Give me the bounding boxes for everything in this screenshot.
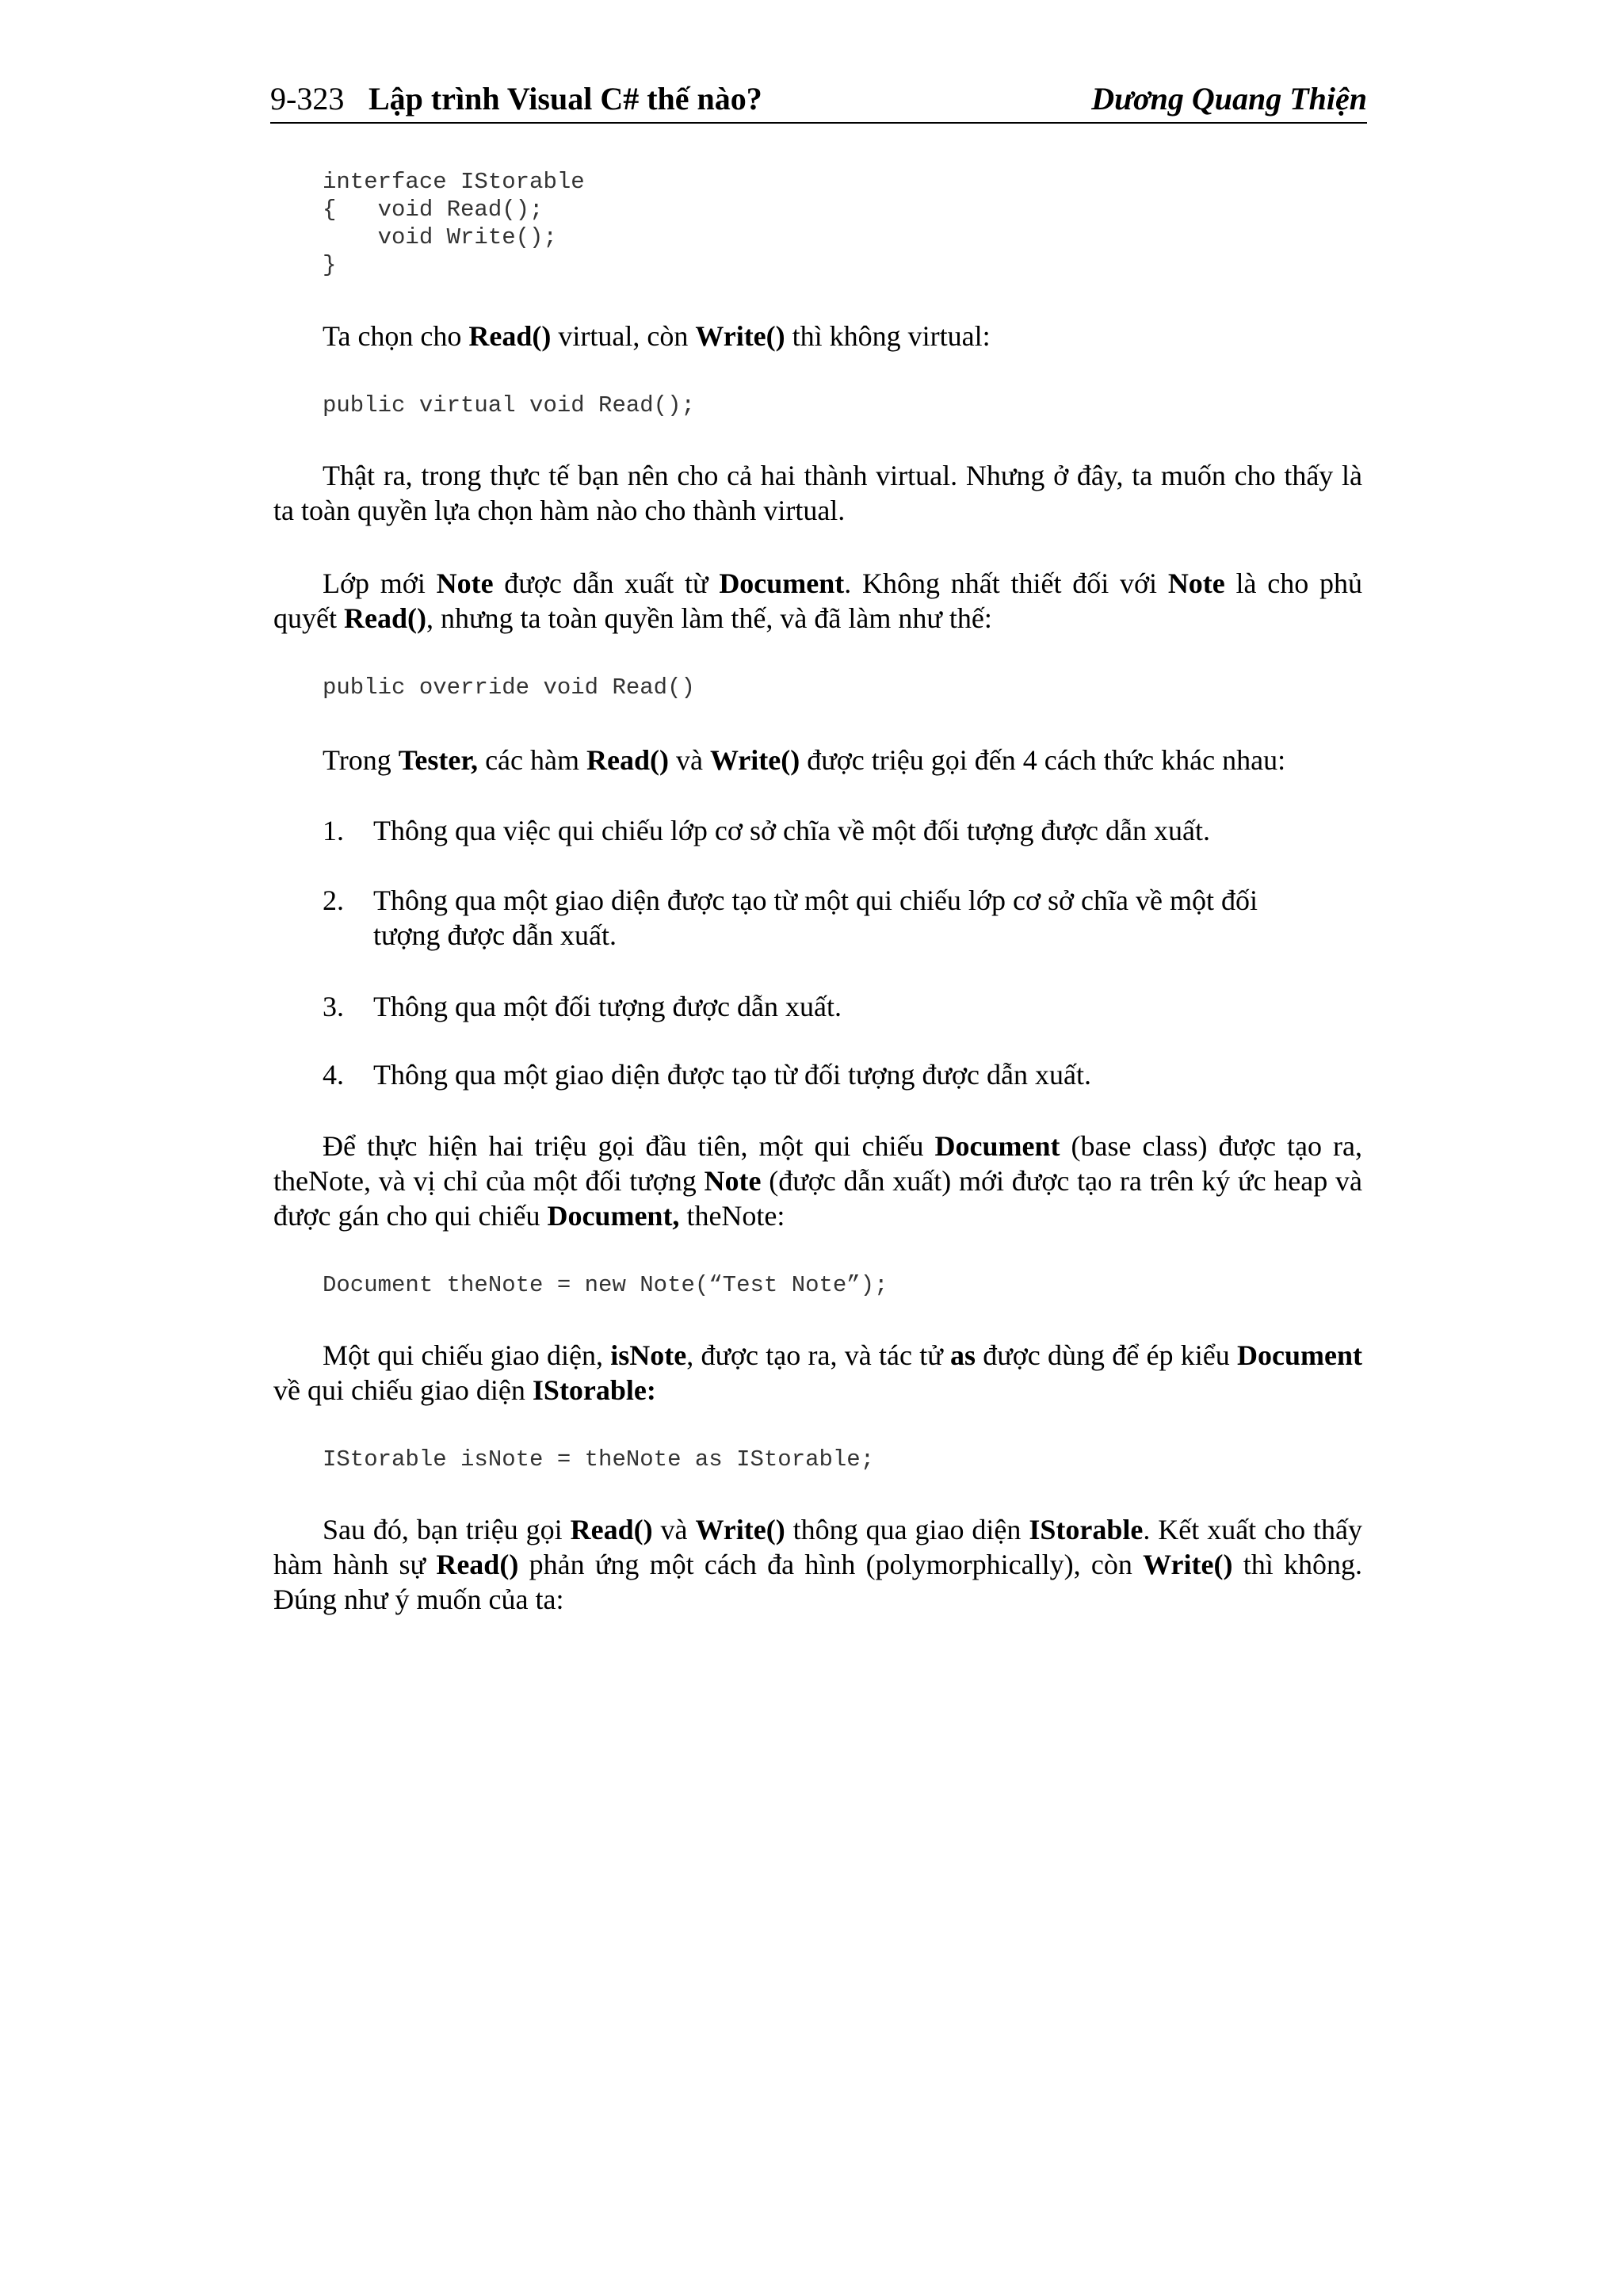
bold-text: IStorable: [532, 1374, 656, 1406]
bold-text: Note [1167, 567, 1225, 599]
list-number: 2. [323, 884, 344, 916]
bold-text: Write() [695, 1514, 785, 1545]
text: và [668, 744, 710, 776]
text: Ta chọn cho [323, 320, 469, 352]
page-header [270, 76, 1367, 124]
text: Trong [323, 744, 399, 776]
bold-text: Read() [570, 1514, 653, 1545]
text: Để thực hiện hai triệu gọi đầu tiên, một qui chiếu [323, 1130, 935, 1162]
text: Lớp mới [323, 567, 437, 599]
text: phản ứng một cách đa hình (polymorphically), còn [518, 1549, 1144, 1580]
code-istorable-isnote: IStorable isNote = theNote as IStorable; [323, 1446, 875, 1473]
author-name: Dương Quang Thiện [1091, 81, 1367, 117]
code-virtual-read: public virtual void Read(); [323, 392, 695, 418]
paragraph-1 [273, 319, 1362, 353]
text: và [652, 1514, 696, 1545]
paragraph-4 [273, 743, 1362, 777]
bold-text: Read() [586, 744, 669, 776]
bold-text: IStorable [1029, 1514, 1144, 1545]
bold-text: Write() [695, 320, 785, 352]
bold-text: Read() [468, 320, 552, 352]
list-number: 1. [323, 815, 344, 846]
list-number: 3. [323, 991, 344, 1022]
text: thì không virtual: [785, 320, 991, 352]
bold-text: Document, [547, 1200, 680, 1232]
bold-text: isNote [610, 1339, 687, 1371]
bold-text: Tester, [398, 744, 479, 776]
text: được triệu gọi đến 4 cách thức khác nhau: [800, 744, 1286, 776]
text: Sau đó, bạn triệu gọi [323, 1514, 571, 1545]
bold-text: Read() [436, 1549, 519, 1580]
bold-text: as [949, 1339, 976, 1371]
paragraph-3 [273, 566, 1362, 636]
text: được dùng để ép kiểu [975, 1339, 1238, 1371]
bold-text: Write() [1143, 1549, 1233, 1580]
bold-text: Read() [343, 602, 426, 634]
text: . Kết xuất cho thấy hàm hành sự [273, 1514, 1362, 1580]
list-text: Thông qua việc qui chiếu lớp cơ sở chĩa về một đối tượng được dẫn xuất. [373, 815, 1210, 846]
list-text: Thông qua một giao diện được tạo từ một qui chiếu lớp cơ sở chĩa về một đối tượng được dẫn xuất. [373, 884, 1258, 951]
bold-text: Note [704, 1165, 762, 1197]
code-document-thenote: Document theNote = new Note(“Test Note”); [323, 1272, 888, 1298]
text: (được dẫn xuất) mới được tạo ra trên ký ức heap và được gán cho qui chiếu [273, 1165, 1363, 1232]
text: thông qua giao diện [785, 1514, 1029, 1545]
bold-text: Document [934, 1130, 1060, 1162]
code-interface-istorable: interface IStorable { void Read(); void Write(); } [323, 169, 585, 278]
book-title: Lập trình Visual C# thế nào? [369, 81, 762, 117]
list-text: Thông qua một đối tượng được dẫn xuất. [373, 991, 842, 1022]
bold-text: Document [1237, 1339, 1362, 1371]
list-number: 4. [323, 1059, 344, 1091]
code-override-read: public override void Read() [323, 674, 695, 701]
bold-text: Note [436, 567, 494, 599]
paragraph-7 [273, 1512, 1362, 1617]
text: được dẫn xuất từ [493, 567, 720, 599]
list-text: Thông qua một giao diện được tạo từ đối tượng được dẫn xuất. [373, 1059, 1091, 1091]
text: virtual, còn [551, 320, 696, 352]
paragraph-2: Thật ra, trong thực tế bạn nên cho cả hai thành virtual. Nhưng ở đây, ta muốn cho thấy là ta toàn quyền lựa chọn hàm nào cho thành virtual. [273, 460, 1362, 526]
bold-text: Document [719, 567, 845, 599]
text: về qui chiếu giao diện [273, 1374, 533, 1406]
text: Một qui chiếu giao diện, [323, 1339, 611, 1371]
text: , nhưng ta toàn quyền làm thế, và đã làm như thế: [426, 602, 992, 634]
paragraph-5 [273, 1129, 1362, 1233]
text: là cho phủ quyết [273, 567, 1362, 634]
text: (base class) được tạo ra, theNote, và vị chỉ của một đối tượng [273, 1130, 1362, 1197]
bold-text: Write() [709, 744, 800, 776]
text: các hàm [478, 744, 586, 776]
text: . Không nhất thiết đối với [844, 567, 1168, 599]
page-number: 9-323 [270, 81, 345, 117]
text: , được tạo ra, và tác tử [686, 1339, 950, 1371]
text: theNote: [679, 1200, 785, 1232]
paragraph-6 [273, 1338, 1362, 1408]
text: thì không. Đúng như ý muốn của ta: [273, 1549, 1362, 1615]
